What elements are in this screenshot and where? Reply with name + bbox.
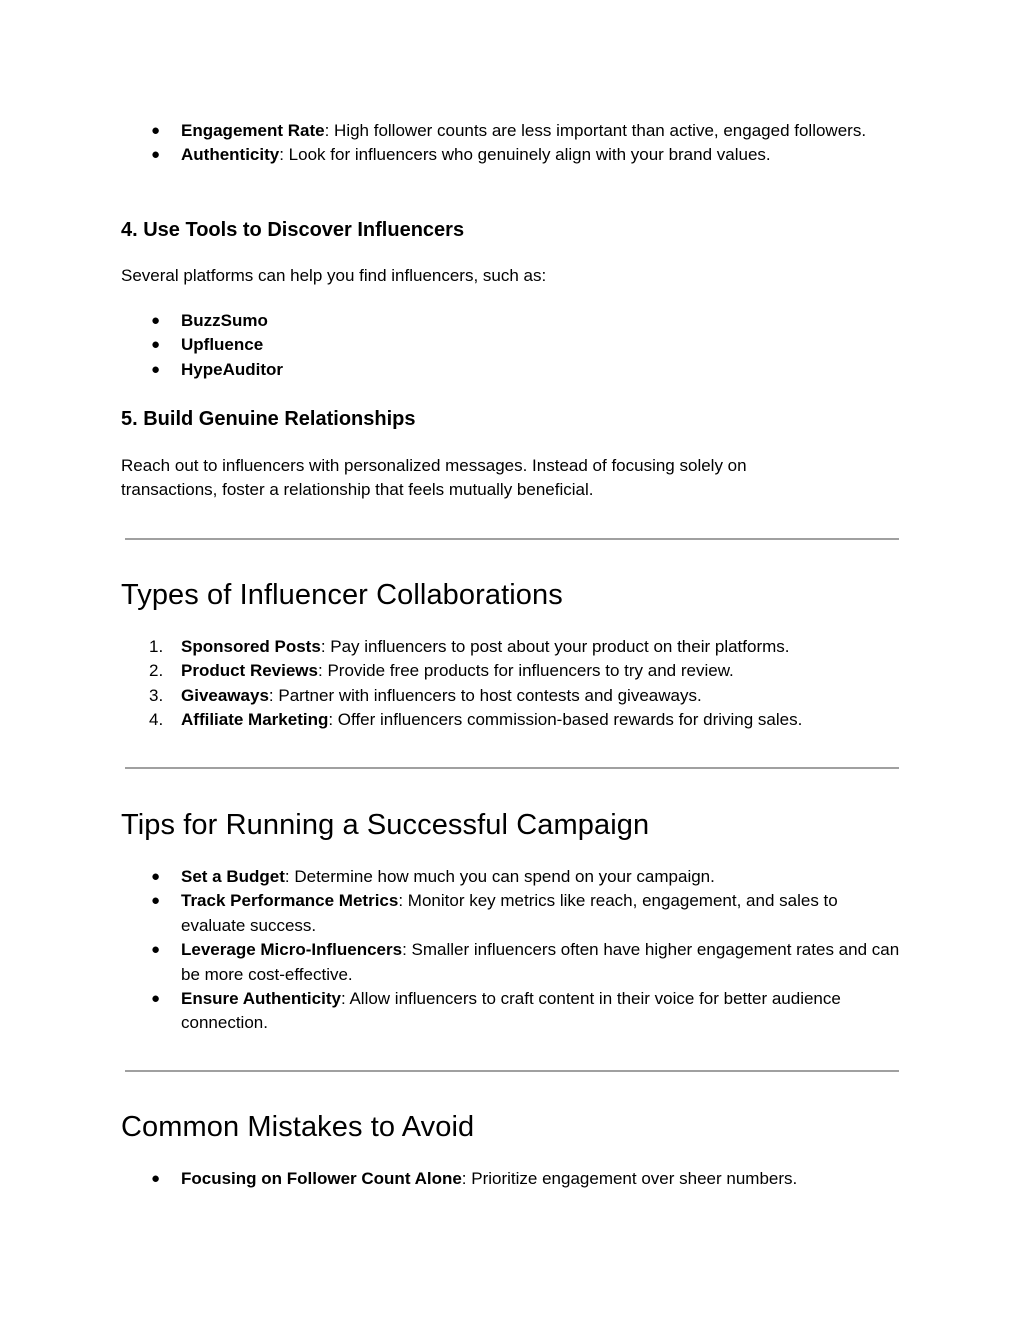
bullet-marker: ● bbox=[151, 941, 161, 959]
list-item-term: Authenticity bbox=[181, 145, 280, 165]
section-title-mistakes: Common Mistakes to Avoid bbox=[121, 1111, 475, 1143]
list-item-term: Giveaways bbox=[181, 685, 269, 705]
list-item-text: : Allow influencers to craft content in their voice for better audience connection. bbox=[181, 989, 841, 1033]
divider bbox=[125, 767, 899, 769]
section-heading-tools: 4. Use Tools to Discover Influencers bbox=[121, 219, 465, 241]
list-item bbox=[121, 358, 901, 382]
list-item bbox=[121, 889, 901, 938]
list-item bbox=[121, 119, 901, 143]
list-item-text: : Look for influencers who genuinely align with your brand values. bbox=[279, 145, 771, 165]
list-item bbox=[121, 938, 901, 987]
collaborations-numbered-list bbox=[121, 635, 901, 733]
list-item-text: : Monitor key metrics like reach, engagement, and sales to evaluate success. bbox=[181, 891, 838, 935]
section-paragraph-relationships: Reach out to influencers with personalized messages. Instead of focusing solely on transactions, foster a relationship that feels mutually beneficial. bbox=[121, 456, 747, 500]
bullet-marker: ● bbox=[151, 892, 161, 910]
tool-name: BuzzSumo bbox=[181, 311, 268, 330]
list-item bbox=[121, 987, 901, 1036]
list-item-text: : Determine how much you can spend on your campaign. bbox=[284, 867, 715, 886]
list-item bbox=[121, 708, 901, 732]
intro-bullet-list bbox=[121, 119, 901, 168]
divider bbox=[125, 1070, 899, 1072]
list-item-term: Ensure Authenticity bbox=[181, 989, 341, 1009]
list-item bbox=[121, 143, 901, 167]
bullet-marker: ● bbox=[151, 336, 161, 354]
list-item bbox=[121, 684, 901, 708]
section-paragraph-tools: Several platforms can help you find influencers, such as: bbox=[121, 266, 547, 285]
bullet-marker: ● bbox=[151, 360, 161, 378]
tools-bullet-list bbox=[121, 309, 901, 382]
bullet-marker: ● bbox=[151, 1170, 161, 1187]
tips-bullet-list bbox=[121, 865, 901, 1036]
tool-name: HypeAuditor bbox=[181, 359, 283, 379]
list-item-term: Leverage Micro-Influencers bbox=[181, 940, 403, 960]
section-heading-relationships: 5. Build Genuine Relationships bbox=[121, 408, 416, 430]
list-item-term: Engagement Rate bbox=[181, 121, 325, 140]
list-item bbox=[121, 333, 901, 357]
list-item bbox=[121, 635, 901, 659]
tool-name: Upfluence bbox=[181, 335, 264, 355]
list-item-term: Affiliate Marketing bbox=[181, 710, 329, 730]
list-item bbox=[121, 1167, 901, 1191]
list-number: 4. bbox=[149, 710, 164, 730]
mistakes-bullet-list bbox=[121, 1167, 901, 1191]
list-item-text: : Partner with influencers to host contests and giveaways. bbox=[268, 685, 702, 705]
list-item-text: : High follower counts are less important than active, engaged followers. bbox=[324, 121, 867, 140]
list-item-term: Set a Budget bbox=[181, 867, 285, 886]
section-title-tips: Tips for Running a Successful Campaign bbox=[121, 809, 650, 841]
bullet-marker: ● bbox=[151, 122, 161, 139]
list-number: 3. bbox=[149, 685, 164, 705]
bullet-marker: ● bbox=[151, 146, 161, 164]
list-item-text: : Offer influencers commission-based rewards for driving sales. bbox=[328, 710, 803, 730]
list-item-term: Product Reviews bbox=[181, 661, 318, 681]
list-item bbox=[121, 659, 901, 683]
list-item-term: Track Performance Metrics bbox=[181, 891, 399, 911]
list-item bbox=[121, 865, 901, 889]
bullet-marker: ● bbox=[151, 868, 161, 885]
list-number: 1. bbox=[149, 637, 164, 656]
list-item-term: Sponsored Posts bbox=[181, 637, 321, 656]
bullet-marker: ● bbox=[151, 312, 161, 329]
list-number: 2. bbox=[149, 661, 164, 681]
bullet-marker: ● bbox=[151, 990, 161, 1008]
section-title-collaborations: Types of Influencer Collaborations bbox=[121, 579, 563, 611]
list-item bbox=[121, 309, 901, 333]
list-item-text: : Prioritize engagement over sheer numbers. bbox=[461, 1169, 798, 1188]
divider bbox=[125, 538, 899, 540]
list-item-text: : Smaller influencers often have higher engagement rates and can be more cost-effective. bbox=[181, 940, 900, 984]
list-item-term: Focusing on Follower Count Alone bbox=[181, 1169, 462, 1188]
list-item-text: : Pay influencers to post about your product on their platforms. bbox=[320, 637, 790, 656]
list-item-text: : Provide free products for influencers to try and review. bbox=[318, 661, 734, 681]
